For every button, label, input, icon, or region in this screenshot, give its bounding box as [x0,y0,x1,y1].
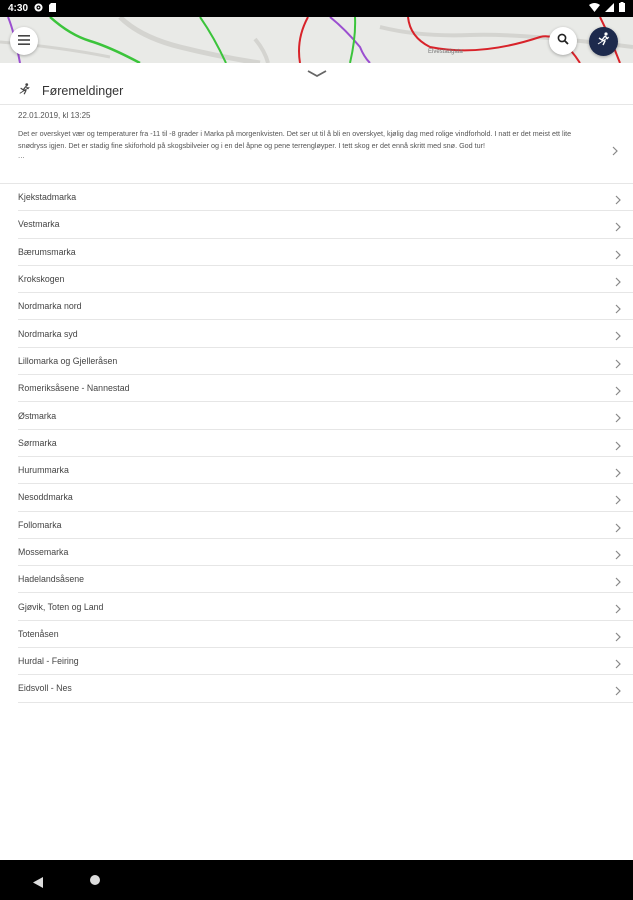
search-button[interactable] [549,27,577,55]
area-name: Bærumsmarka [18,246,76,257]
status-bar [0,0,633,17]
chevron-right-icon [615,601,621,619]
area-name: Kjekstadmarka [18,192,77,203]
home-icon[interactable] [90,875,100,885]
area-list [0,184,633,703]
report-date: 22.01.2019, kl 13:25 [18,111,91,120]
signal-icon [605,3,614,15]
list-item[interactable] [18,621,633,648]
list-item[interactable] [18,293,633,320]
area-name: Nordmarka nord [18,301,82,312]
area-name: Eidsvoll - Nes [18,683,72,694]
report-more: ... [18,151,25,160]
chevron-right-icon [615,547,621,565]
search-icon [557,32,569,50]
chevron-right-icon [615,574,621,592]
chevron-right-icon [615,683,621,701]
chevron-right-icon [615,356,621,374]
ski-conditions-button[interactable] [589,27,618,56]
report-text: Det er overskyet vær og temperaturer fra -11 til -8 grader i Marka på morgenkvisten. Det ser ut til å bli en overskyet, kjølig dag med rolige vindforhold. I natt er det meist ett lite snødryss igjen. Det er stadig fine skiforhold på skogsbilveier og i en del åpne og pene terrengløyper. I tett skog er det ennå skritt med snø. God tur! [18,129,572,150]
status-time: 4:30 [8,3,29,14]
chevron-right-icon [615,629,621,647]
list-item[interactable] [18,239,633,266]
chevron-right-icon [615,520,621,538]
list-item[interactable] [18,675,633,702]
list-item[interactable] [18,648,633,675]
chevron-right-icon [615,438,621,456]
chevron-right-icon [615,410,621,428]
list-item[interactable] [18,457,633,484]
skier-icon [596,31,612,52]
chevron-right-icon [615,301,621,319]
battery-icon [619,2,625,15]
chevron-right-icon [615,465,621,483]
chevron-right-icon [615,247,621,265]
area-name: Gjøvik, Toten og Land [18,601,104,612]
conditions-report[interactable] [18,111,596,160]
area-name: Sørmarka [18,437,57,448]
area-name: Østmarka [18,410,57,421]
menu-button[interactable] [10,27,38,55]
wifi-icon [589,3,600,15]
area-name: Hurdal - Feiring [18,656,79,667]
list-item[interactable] [18,593,633,620]
map-view[interactable] [0,17,633,63]
area-name: Hadelandsåsene [18,574,85,585]
list-item[interactable] [18,375,633,402]
chevron-right-icon [615,492,621,510]
sheet-header [18,81,123,101]
area-name: Lillomarka og Gjelleråsen [18,355,118,366]
list-item[interactable] [18,512,633,539]
chevron-right-icon [615,328,621,346]
settings-icon [34,3,43,15]
map-place-label: Elvestadgata [428,49,463,55]
area-name: Mossemarka [18,547,69,557]
area-name: Totenåsen [18,628,59,639]
area-name: Nesoddmarka [18,492,73,503]
list-item[interactable] [18,566,633,593]
area-name: Krokskogen [18,274,65,285]
list-item[interactable] [18,402,633,429]
area-name: Hurummarka [18,465,69,476]
area-name: Romeriksåsene - Nannestad [18,383,130,394]
list-item[interactable] [18,430,633,457]
chevron-right-icon [612,143,618,161]
chevron-right-icon [615,274,621,292]
chevron-right-icon [615,192,621,210]
chevron-right-icon [615,219,621,237]
sheet-collapse-handle[interactable] [305,67,329,79]
conditions-sheet [0,63,633,860]
list-item[interactable] [18,266,633,293]
skier-icon [18,82,32,101]
area-name: Nordmarka syd [18,328,78,339]
area-name: Follomarka [18,519,62,530]
list-item[interactable] [18,211,633,238]
hamburger-icon [18,32,30,50]
list-item[interactable] [18,484,633,511]
chevron-right-icon [615,656,621,674]
list-item[interactable] [18,348,633,375]
area-name: Vestmarka [18,219,60,230]
list-item[interactable] [18,539,633,566]
sheet-title: Føremeldinger [42,84,124,98]
map-trails [0,17,633,63]
chevron-right-icon [615,383,621,401]
back-icon[interactable] [33,875,43,893]
list-item[interactable] [18,184,633,211]
divider [0,104,633,105]
system-nav-bar [0,860,633,900]
list-item[interactable] [18,320,633,347]
sd-card-icon [49,3,56,15]
